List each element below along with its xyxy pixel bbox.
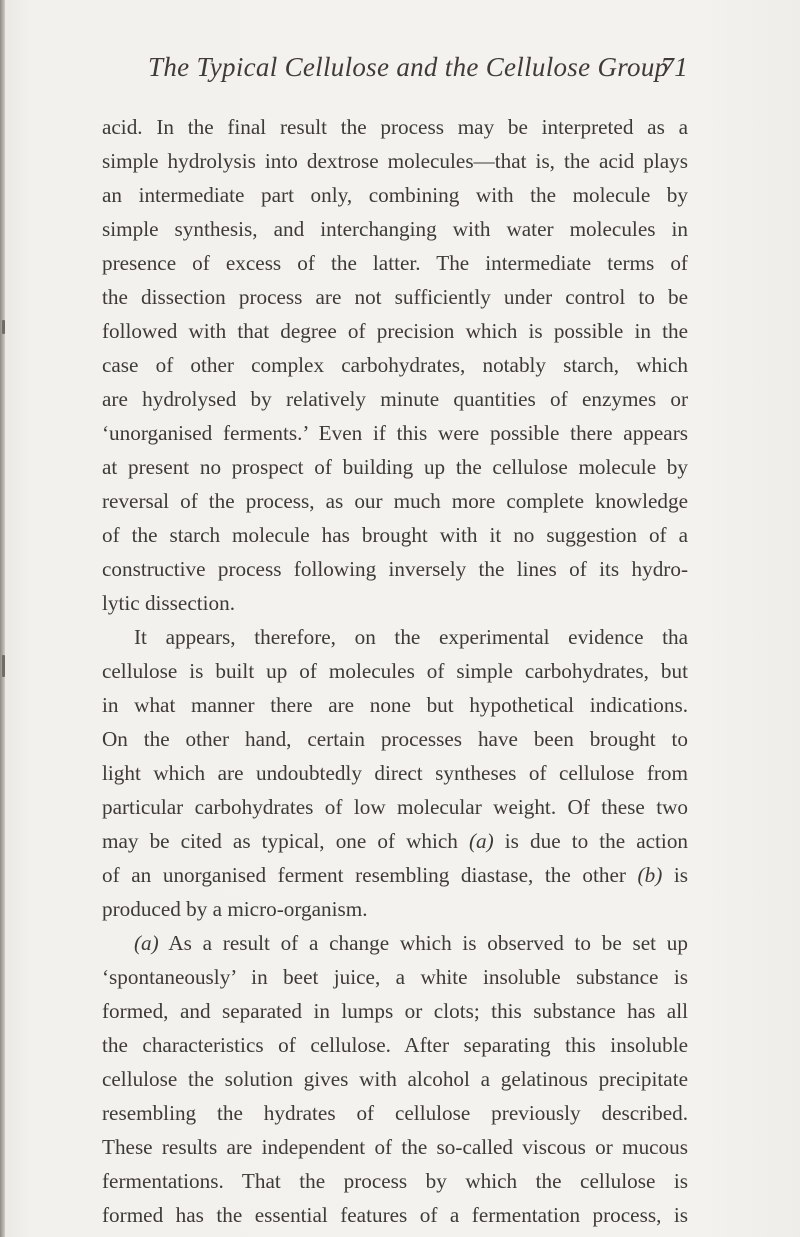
text-line: followed with that degree of precision which is possible in the: [102, 319, 688, 343]
text-line: resembling the hydrates of cellulose previously described.: [102, 1101, 688, 1125]
running-head: [148, 52, 688, 88]
text-line: formed has the essential features of a fermentation process, is: [102, 1203, 688, 1227]
text-segment: is due to the action: [504, 829, 689, 853]
section-marker-a: (a): [134, 931, 159, 955]
text-line: simple synthesis, and interchanging with water molecules in: [102, 217, 688, 241]
text-line: On the other hand, certain processes have been brought to: [102, 727, 688, 751]
text-line: [102, 824, 688, 858]
text-line: It appears, therefore, on the experimental evidence tha: [134, 625, 688, 649]
text-line: the dissection process are not sufficiently under control to be: [102, 285, 688, 309]
list-marker-a: (a): [468, 829, 494, 853]
text-line: an intermediate part only, combining with the molecule by: [102, 183, 688, 207]
text-line: produced by a micro-organism.: [102, 897, 368, 921]
text-line: are hydrolysed by relatively minute quantities of enzymes or: [102, 387, 688, 411]
text-line: acid. In the final result the process may be interpreted as a: [102, 115, 688, 139]
text-line: of the starch molecule has brought with it no suggestion of a: [102, 523, 688, 547]
text-line: [102, 858, 688, 892]
list-marker-b: (b): [637, 863, 663, 887]
text-line: presence of excess of the latter. The intermediate terms of: [102, 251, 688, 275]
text-line: cellulose the solution gives with alcohol a gelatinous precipitate: [102, 1067, 688, 1091]
binding-mark: [2, 655, 5, 677]
text-line: lytic dissection.: [102, 591, 235, 615]
text-line: case of other complex carbohydrates, notably starch, which: [102, 353, 688, 377]
text-line: constructive process following inversely the lines of its hydro-: [102, 557, 688, 581]
binding-mark: [2, 320, 5, 334]
text-line: particular carbohydrates of low molecular weight. Of these two: [102, 795, 688, 819]
text-line: [134, 926, 688, 960]
text-line: ‘spontaneously’ in beet juice, a white insoluble substance is: [102, 965, 688, 989]
running-title: The Typical Cellulose and the Cellulose Group: [148, 52, 669, 82]
text-line: reversal of the process, as our much more complete knowledge: [102, 489, 688, 513]
text-line: in what manner there are none but hypothetical indications.: [102, 693, 688, 717]
text-line: fermentations. That the process by which the cellulose is: [102, 1169, 688, 1193]
text-line: simple hydrolysis into dextrose molecules—that is, the acid plays: [102, 149, 688, 173]
text-line: cellulose is built up of molecules of simple carbohydrates, but: [102, 659, 688, 683]
text-line: light which are undoubtedly direct syntheses of cellulose from: [102, 761, 688, 785]
text-line: at present no prospect of building up the cellulose molecule by: [102, 455, 688, 479]
text-line: the characteristics of cellulose. After separating this insoluble: [102, 1033, 688, 1057]
text-line: These results are independent of the so-called viscous or mucous: [102, 1135, 688, 1159]
page-binding-edge: [0, 0, 5, 1237]
text-line: formed, and separated in lumps or clots; this substance has all: [102, 999, 688, 1023]
page-number: 71: [660, 52, 688, 82]
text-segment: may be cited as typical, one of which: [102, 829, 458, 853]
text-segment: As a result of a change which is observed to be set up: [168, 931, 688, 955]
text-segment: is: [673, 863, 689, 887]
text-segment: of an unorganised ferment resembling diastase, the other: [102, 863, 626, 887]
text-line: ‘unorganised ferments.’ Even if this were possible there appears: [102, 421, 688, 445]
